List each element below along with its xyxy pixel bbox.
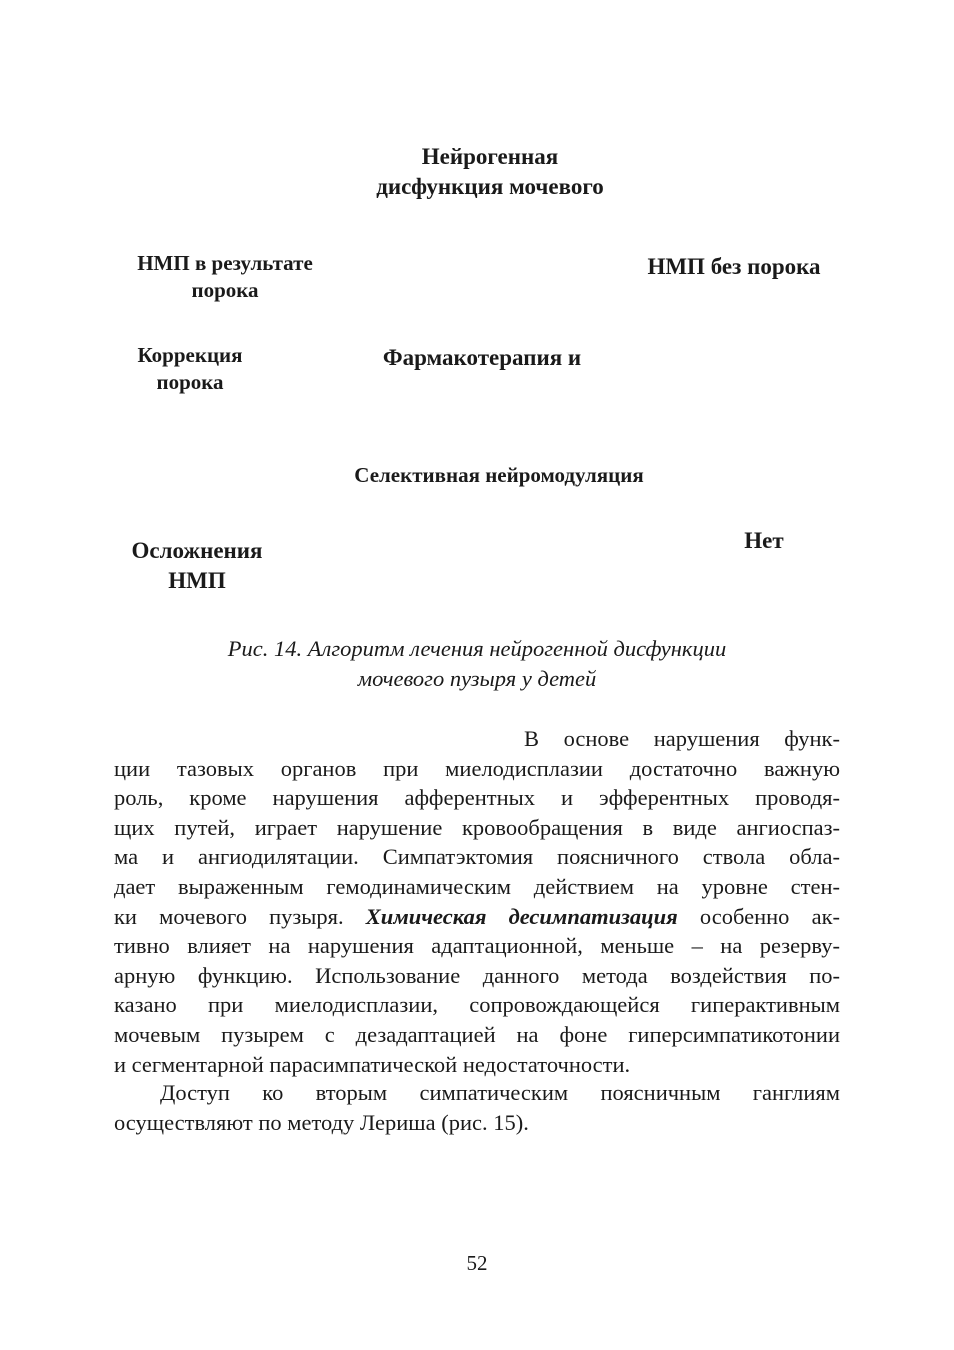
- paragraph-line: ма и ангиодилятации. Симпатэктомия поясничного ствола обла-: [114, 844, 840, 870]
- paragraph-line: казано при миелодисплазии, сопровождающейся гиперактивным: [114, 992, 840, 1018]
- diagram-none-line1: Нет: [744, 528, 784, 553]
- paragraph-line: тивно влияет на нарушения адаптационной, меньше – на резерву-: [114, 933, 840, 959]
- diagram-pharmacotherapy-line1: Фармакотерапия и: [382, 345, 582, 370]
- paragraph-line: арную функцию. Использование данного метода воздействия по-: [114, 962, 840, 988]
- diagram-left-branch-line1: НМП в результате: [137, 251, 313, 275]
- diagram-root-line1: Нейрогенная: [421, 144, 559, 169]
- diagram-right-branch-line1: НМП без порока: [647, 254, 821, 279]
- emphasized-term: Химическая десимпатизация: [365, 903, 678, 929]
- diagram-neuromodulation-line1: Селективная нейромодуляция: [354, 463, 644, 487]
- paragraph-line: и сегментарной парасимпатической недостаточности.: [114, 1051, 631, 1077]
- diagram-complications-line1: Осложнения: [131, 538, 263, 563]
- paragraph-line: мочевым пузырем с дезадаптацией на фоне гиперсимпатикотонии: [114, 1021, 840, 1047]
- body-paragraph-1: [114, 724, 840, 1079]
- paragraph-line: В основе нарушения функ-: [524, 726, 840, 751]
- diagram-none: [724, 526, 804, 556]
- paragraph-line: щих путей, играет нарушение кровообращения в виде ангиоспаз-: [114, 814, 840, 840]
- paragraph-line: дает выраженным гемодинамическим действием на уровне стен-: [114, 873, 840, 899]
- figure-caption-line1: Рис. 14. Алгоритм лечения нейрогенной дисфункции: [227, 636, 727, 661]
- page-number: 52: [466, 1251, 488, 1275]
- diagram-complications-line2: НМП: [168, 568, 226, 593]
- diagram-neuromodulation: [300, 462, 698, 489]
- paragraph-line: роль, кроме нарушения афферентных и эфферентных проводя-: [114, 785, 840, 811]
- paragraph-line: осуществляют по методу Лериша (рис. 15).: [114, 1109, 529, 1135]
- diagram-complications: [112, 536, 282, 596]
- paragraph-text: ки мочевого пузыря.: [114, 903, 366, 929]
- diagram-left-branch: [110, 250, 340, 304]
- paragraph-line: ции тазовых органов при миелодисплазии достаточно важную: [114, 755, 840, 781]
- body-paragraph-2: [114, 1078, 840, 1137]
- diagram-right-branch: [620, 252, 848, 282]
- figure-caption-line2: мочевого пузыря у детей: [357, 666, 597, 691]
- diagram-correction-line1: Коррекция: [137, 343, 243, 367]
- diagram-correction-line2: порока: [156, 370, 224, 394]
- figure-caption: [0, 634, 954, 694]
- diagram-pharmacotherapy: [352, 343, 612, 373]
- paragraph-text: особенно ак-: [677, 903, 840, 929]
- diagram-root: [330, 142, 650, 202]
- diagram-left-branch-line2: порока: [191, 278, 259, 302]
- paragraph-line: Доступ ко вторым симпатическим поясничным ганглиям: [160, 1080, 840, 1105]
- diagram-correction: [110, 342, 270, 396]
- diagram-root-line2: дисфункция мочевого: [376, 174, 604, 199]
- paragraph-line-with-emphasis: [114, 902, 840, 932]
